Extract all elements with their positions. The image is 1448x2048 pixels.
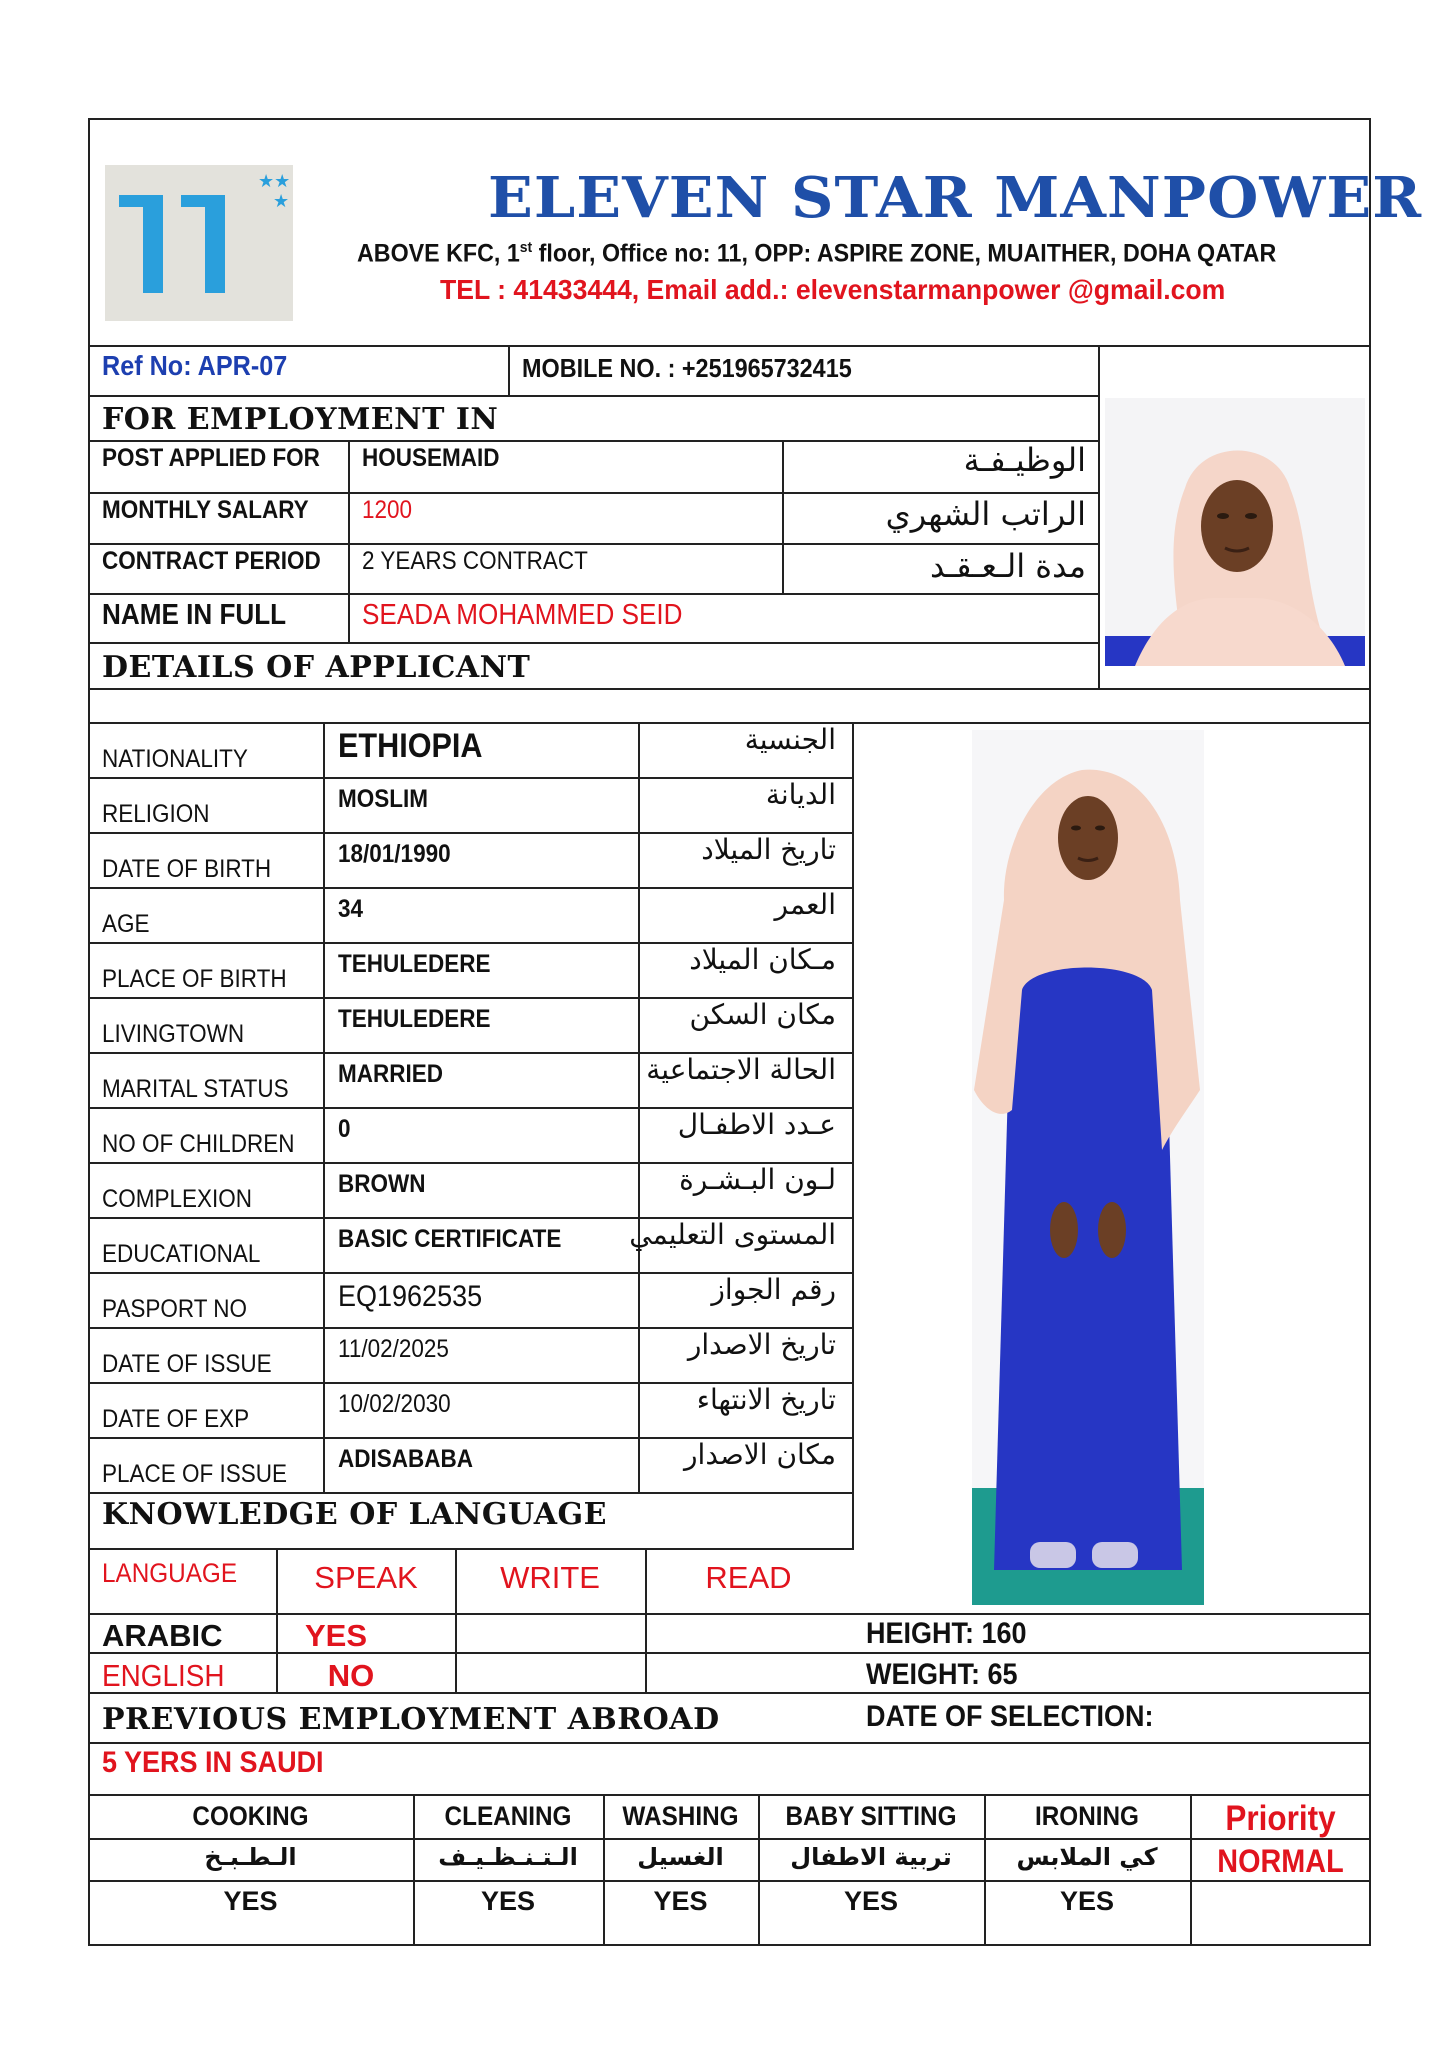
detail-value: 18/01/1990 <box>338 840 451 868</box>
ref-number: Ref No: APR-07 <box>102 350 288 381</box>
previous-employment-heading: PREVIOUS EMPLOYMENT ABROAD <box>102 1702 720 1737</box>
skill-name: IRONING <box>1035 1801 1139 1831</box>
detail-label: DATE OF ISSUE <box>102 1350 272 1378</box>
company-logo <box>105 165 293 321</box>
contract-period-value: 2 YEARS CONTRACT <box>362 547 588 575</box>
detail-label: PLACE OF BIRTH <box>102 965 287 993</box>
detail-value: 0 <box>338 1115 351 1143</box>
detail-arabic: رقم الجواز <box>711 1273 836 1306</box>
skill-name: CLEANING <box>444 1801 572 1831</box>
priority-value: NORMAL <box>1217 1843 1344 1879</box>
skill-name: WASHING <box>622 1801 739 1831</box>
language-header-read: READ <box>705 1560 792 1595</box>
weight-field <box>866 1660 1018 1690</box>
detail-arabic: عـدد الاطفـال <box>677 1108 836 1141</box>
full-name-value: SEADA MOHAMMED SEID <box>362 599 683 631</box>
company-address: ABOVE KFC, 1st floor, Office no: 11, OPP: ASPIRE ZONE, MUAITHER, DOHA QATAR <box>357 239 1277 268</box>
detail-value: TEHULEDERE <box>338 950 491 978</box>
post-applied-value: HOUSEMAID <box>362 444 500 472</box>
detail-value: MOSLIM <box>338 785 428 813</box>
monthly-salary-arabic: الراتب الشهري <box>885 495 1086 533</box>
detail-arabic: تاريخ الاصدار <box>687 1328 836 1361</box>
detail-arabic: تاريخ الميلاد <box>701 833 836 866</box>
detail-arabic: العمر <box>774 888 836 921</box>
date-of-selection-label: DATE OF SELECTION: <box>866 1700 1154 1733</box>
detail-label: DATE OF BIRTH <box>102 855 272 883</box>
skill-name-arabic: كي الملابس <box>1016 1843 1158 1871</box>
detail-arabic: المستوى التعليمي <box>629 1218 836 1251</box>
detail-arabic: لـون البـشـرة <box>679 1163 836 1196</box>
mobile-number: MOBILE NO. : +251965732415 <box>522 353 852 383</box>
post-applied-arabic: الوظيـفـة <box>963 441 1086 479</box>
skill-value: YES <box>1059 1886 1115 1916</box>
skill-value: YES <box>843 1886 899 1916</box>
employment-heading: FOR EMPLOYMENT IN <box>102 402 499 437</box>
detail-label: EDUCATIONAL <box>102 1240 261 1268</box>
skill-name: BABY SITTING <box>785 1801 957 1831</box>
weight-label: WEIGHT: <box>866 1658 980 1691</box>
height-label: HEIGHT: <box>866 1617 974 1650</box>
detail-arabic: مكان الاصدار <box>684 1438 836 1471</box>
post-applied-label: POST APPLIED FOR <box>102 444 320 472</box>
svg-text:★★: ★★ <box>258 171 291 192</box>
language-row-english-speak: NO <box>327 1658 375 1693</box>
skill-value: YES <box>223 1886 278 1916</box>
language-heading: KNOWLEDGE OF LANGUAGE <box>102 1497 608 1532</box>
detail-label: MARITAL STATUS <box>102 1075 289 1103</box>
detail-arabic: مـكان الميلاد <box>689 943 836 976</box>
detail-label: PLACE OF ISSUE <box>102 1460 288 1488</box>
svg-text:★: ★ <box>273 191 290 212</box>
language-row-arabic-speak: YES <box>304 1618 368 1653</box>
company-contact: TEL : 41433444, Email add.: elevenstarmanpower @gmail.com <box>440 274 1226 305</box>
skill-value: YES <box>480 1886 536 1916</box>
address-superscript: st <box>519 239 533 256</box>
skill-name-arabic: الـطـبـخ <box>204 1843 297 1871</box>
detail-label: NATIONALITY <box>102 745 248 773</box>
skill-name-arabic: الغسيل <box>637 1843 724 1871</box>
detail-arabic: الحالة الاجتماعية <box>646 1053 836 1086</box>
detail-label: RELIGION <box>102 800 210 828</box>
skill-name-arabic: تربية الاطفال <box>790 1843 952 1871</box>
details-heading: DETAILS OF APPLICANT <box>102 650 531 685</box>
detail-value: ADISABABA <box>338 1445 473 1473</box>
detail-value: 34 <box>338 895 364 923</box>
applicant-headshot-photo <box>1105 398 1365 666</box>
detail-value: 10/02/2030 <box>338 1390 451 1418</box>
skill-name: COOKING <box>192 1801 309 1831</box>
monthly-salary-label: MONTHLY SALARY <box>102 496 309 524</box>
detail-arabic: تاريخ الانتهاء <box>696 1383 836 1416</box>
height-value: 160 <box>981 1617 1027 1650</box>
applicant-full-body-photo <box>972 730 1204 1605</box>
skill-value: YES <box>653 1886 708 1916</box>
monthly-salary-value: 1200 <box>362 496 413 524</box>
detail-label: LIVINGTOWN <box>102 1020 245 1048</box>
logo-eleven-graphic <box>105 165 293 321</box>
detail-label: PASPORT NO <box>102 1295 248 1323</box>
detail-value: MARRIED <box>338 1060 444 1088</box>
detail-label: COMPLEXION <box>102 1185 253 1213</box>
detail-label: AGE <box>102 910 150 938</box>
detail-value: 11/02/2025 <box>338 1335 449 1363</box>
language-header-write: WRITE <box>500 1560 600 1595</box>
detail-value: TEHULEDERE <box>338 1005 491 1033</box>
priority-label: Priority <box>1225 1799 1336 1838</box>
detail-value: ETHIOPIA <box>338 727 483 765</box>
detail-label: DATE OF EXP <box>102 1405 250 1433</box>
height-field <box>866 1619 1027 1649</box>
skill-name-arabic: الـتـنـظـيـف <box>438 1843 578 1871</box>
language-row-arabic-name: ARABIC <box>102 1618 223 1653</box>
full-name-label: NAME IN FULL <box>102 599 287 631</box>
detail-arabic: مكان السكن <box>689 998 836 1031</box>
detail-label: NO OF CHILDREN <box>102 1130 295 1158</box>
detail-value: BROWN <box>338 1170 426 1198</box>
detail-arabic: الديانة <box>765 778 836 811</box>
company-name: ELEVEN STAR MANPOWER <box>488 165 1423 231</box>
detail-value: BASIC CERTIFICATE <box>338 1225 562 1253</box>
language-row-english-name: ENGLISH <box>102 1658 225 1693</box>
detail-value: EQ1962535 <box>338 1280 483 1313</box>
weight-value: 65 <box>987 1658 1018 1691</box>
language-header-speak: SPEAK <box>314 1560 418 1595</box>
contract-period-label: CONTRACT PERIOD <box>102 547 321 575</box>
language-header-language: LANGUAGE <box>102 1558 238 1588</box>
previous-employment-value: 5 YERS IN SAUDI <box>102 1746 324 1779</box>
detail-arabic: الجنسية <box>744 723 836 756</box>
contract-period-arabic: مدة الـعـقـد <box>929 547 1086 585</box>
